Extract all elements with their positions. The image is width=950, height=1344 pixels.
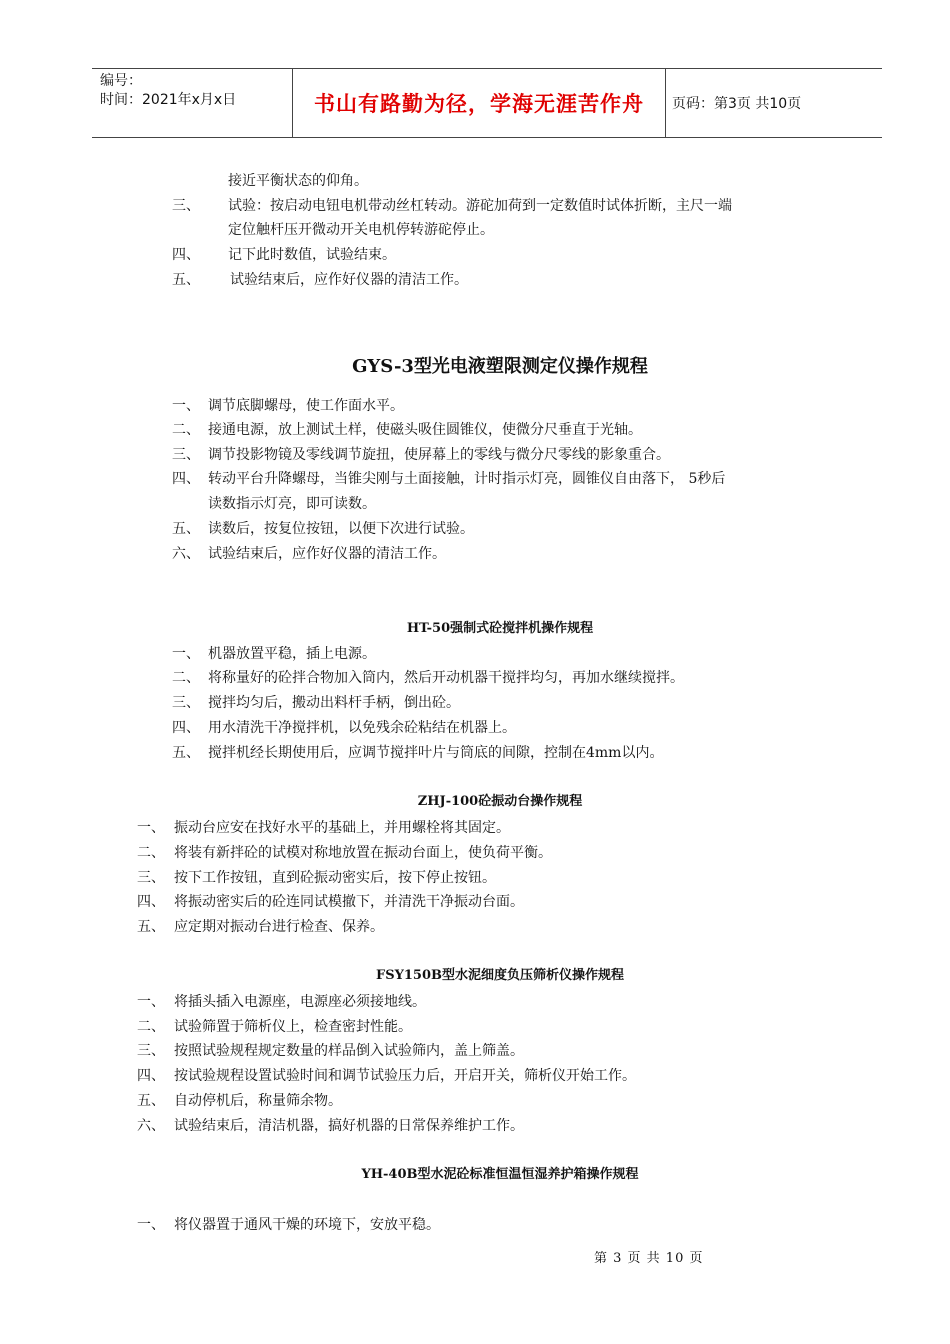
item-number: 三、 bbox=[172, 198, 200, 214]
item-number: 三、 bbox=[172, 447, 200, 463]
item-number: 一、 bbox=[137, 1217, 165, 1233]
item-number: 六、 bbox=[172, 546, 200, 562]
text-line: 试验筛置于筛析仪上，检查密封性能。 bbox=[174, 1019, 412, 1035]
item-number: 四、 bbox=[137, 894, 165, 910]
item-number: 二、 bbox=[172, 422, 200, 438]
item-number: 五、 bbox=[172, 521, 200, 537]
text-line: 读数后，按复位按钮，以便下次进行试验。 bbox=[208, 521, 474, 537]
text-line: 将仪器置于通风干燥的环境下，安放平稳。 bbox=[174, 1217, 440, 1233]
text-line: 转动平台升降螺母，当锥尖刚与土面接触，计时指示灯亮，圆锥仪自由落下， 5秒后 bbox=[208, 471, 726, 487]
section-title: HT-50强制式砼搅拌机操作规程 bbox=[406, 621, 594, 636]
item-number: 四、 bbox=[172, 720, 200, 736]
text-line: 振动台应安在找好水平的基础上，并用螺栓将其固定。 bbox=[174, 820, 510, 836]
text-line: 搅拌机经长期使用后，应调节搅拌叶片与筒底的间隙，控制在4mm以内。 bbox=[208, 745, 664, 761]
text-line: 按试验规程设置试验时间和调节试验压力后，开启开关，筛析仪开始工作。 bbox=[174, 1068, 636, 1084]
section-title: GYS-3型光电液塑限测定仪操作规程 bbox=[352, 356, 648, 377]
item-number: 一、 bbox=[137, 994, 165, 1010]
text-line: 接近平衡状态的仰角。 bbox=[228, 173, 368, 189]
text-line: 搅拌均匀后，搬动出料杆手柄，倒出砼。 bbox=[208, 695, 460, 711]
item-number: 五、 bbox=[172, 745, 200, 761]
item-number: 三、 bbox=[137, 870, 165, 886]
text-line: 按照试验规程规定数量的样品倒入试验筛内，盖上筛盖。 bbox=[174, 1043, 524, 1059]
text-line: 试验：按启动电钮电机带动丝杠转动。游砣加荷到一定数值时试体折断，主尺一端 bbox=[228, 198, 732, 214]
section-title: ZHJ-100砼振动台操作规程 bbox=[417, 794, 583, 809]
text-line: 按下工作按钮，直到砼振动密实后，按下停止按钮。 bbox=[174, 870, 496, 886]
text-line: 接通电源，放上测试土样，使磁头吸住圆锥仪，使微分尺垂直于光轴。 bbox=[208, 422, 642, 438]
text-line: 应定期对振动台进行检查、保养。 bbox=[174, 919, 384, 935]
text-line: 定位触杆压开微动开关电机停转游砣停止。 bbox=[228, 222, 494, 238]
item-number: 三、 bbox=[137, 1043, 165, 1059]
item-number: 五、 bbox=[172, 272, 200, 288]
item-number: 二、 bbox=[137, 845, 165, 861]
page-footer: 第 3 页 共 10 页 bbox=[594, 1251, 704, 1266]
section-title: FSY150B型水泥细度负压筛析仪操作规程 bbox=[375, 968, 625, 983]
text-line: 机器放置平稳，插上电源。 bbox=[208, 646, 376, 662]
item-number: 四、 bbox=[172, 471, 200, 487]
text-line: 试验结束后，清洁机器，搞好机器的日常保养维护工作。 bbox=[174, 1118, 524, 1134]
item-number: 一、 bbox=[172, 398, 200, 414]
text-line: 用水清洗干净搅拌机，以免残余砼粘结在机器上。 bbox=[208, 720, 516, 736]
page-header bbox=[92, 68, 882, 138]
text-line: 调节底脚螺母，使工作面水平。 bbox=[208, 398, 404, 414]
item-number: 二、 bbox=[137, 1019, 165, 1035]
doc-number-label: 编号： bbox=[100, 73, 142, 89]
section-title: YH-40B型水泥砼标准恒温恒湿养护箱操作规程 bbox=[361, 1167, 639, 1182]
item-number: 二、 bbox=[172, 670, 200, 686]
header-page-label: 页码：第3页 共10页 bbox=[672, 96, 802, 112]
item-number: 四、 bbox=[172, 247, 200, 263]
item-number: 四、 bbox=[137, 1068, 165, 1084]
text-line: 读数指示灯亮，即可读数。 bbox=[208, 496, 376, 512]
item-number: 一、 bbox=[172, 646, 200, 662]
text-line: 将插头插入电源座，电源座必须接地线。 bbox=[174, 994, 426, 1010]
text-line: 试验结束后，应作好仪器的清洁工作。 bbox=[230, 272, 468, 288]
item-number: 五、 bbox=[137, 1093, 165, 1109]
text-line: 将装有新拌砼的试模对称地放置在振动台面上，使负荷平衡。 bbox=[174, 845, 552, 861]
text-line: 试验结束后，应作好仪器的清洁工作。 bbox=[208, 546, 446, 562]
item-number: 一、 bbox=[137, 820, 165, 836]
item-number: 五、 bbox=[137, 919, 165, 935]
text-line: 将振动密实后的砼连同试模撤下，并清洗干净振动台面。 bbox=[174, 894, 524, 910]
item-number: 三、 bbox=[172, 695, 200, 711]
text-line: 调节投影物镜及零线调节旋扭，使屏幕上的零线与微分尺零线的影象重合。 bbox=[208, 447, 670, 463]
item-number: 六、 bbox=[137, 1118, 165, 1134]
doc-time-label: 时间：2021年x月x日 bbox=[100, 92, 237, 108]
text-line: 记下此时数值，试验结束。 bbox=[228, 247, 396, 263]
header-meta bbox=[92, 69, 292, 137]
text-line: 自动停机后，称量筛余物。 bbox=[174, 1093, 342, 1109]
text-line: 将称量好的砼拌合物加入筒内，然后开动机器干搅拌均匀，再加水继续搅拌。 bbox=[208, 670, 684, 686]
header-motto: 书山有路勤为径，学海无涯苦作舟 bbox=[292, 69, 666, 137]
